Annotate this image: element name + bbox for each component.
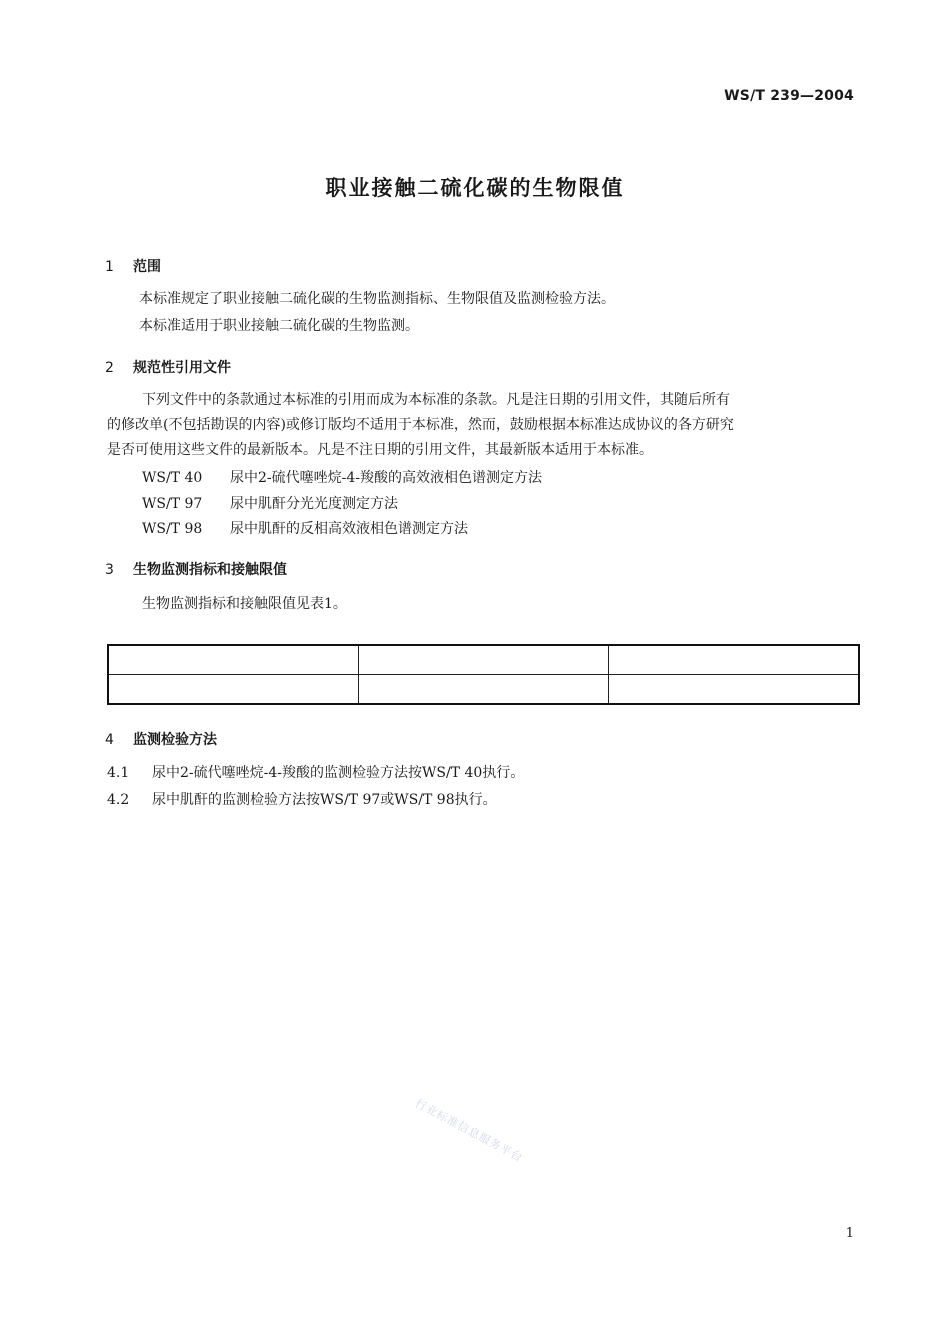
reference-item (142, 519, 468, 539)
section-title: 范围 (133, 259, 161, 275)
paragraph: 本标准适用于职业接触二硫化碳的生物监测。 (139, 318, 419, 334)
limits-table (107, 644, 860, 705)
section-title: 监测检验方法 (133, 732, 217, 748)
reference-code: WS/T 97 (142, 496, 203, 512)
reference-code: WS/T 40 (142, 470, 203, 486)
reference-title: 尿中2-硫代噻唑烷-4-羧酸的高效液相色谱测定方法 (230, 470, 543, 486)
paragraph-line: 的修改单(不包括勘误的内容)或修订版均不适用于本标准，然而，鼓励根据本标准达成协议的各方研究 (107, 417, 734, 433)
section-number: 4 (105, 732, 114, 748)
paragraph-line: 是否可使用这些文件的最新版本。凡是不注日期的引用文件，其最新版本适用于本标准。 (107, 442, 653, 458)
table-header-cell (609, 645, 860, 675)
document-title: 职业接触二硫化碳的生物限值 (325, 176, 625, 200)
section-2-heading (105, 357, 231, 377)
method-item (107, 790, 497, 810)
method-item (107, 763, 524, 783)
item-text: 尿中肌酐的监测检验方法按WS/T 97或WS/T 98执行。 (152, 792, 497, 808)
reference-title: 尿中肌酐的反相高效液相色谱测定方法 (230, 521, 468, 537)
section-number: 1 (105, 259, 114, 275)
section-3-heading (105, 559, 287, 579)
item-number: 4.2 (107, 792, 130, 808)
section-4-heading (105, 729, 217, 749)
standard-code: WS/T 239—2004 (724, 88, 854, 104)
section-title: 规范性引用文件 (133, 360, 231, 376)
section-number: 3 (105, 562, 114, 578)
section-number: 2 (105, 360, 114, 376)
reference-code: WS/T 98 (142, 521, 203, 537)
table-row (108, 675, 859, 705)
table-header-cell (108, 645, 359, 675)
section-1-heading (105, 256, 161, 276)
table-header-cell (359, 645, 609, 675)
watermark: 行业标准信息服务平台 (412, 1096, 526, 1165)
paragraph-line: 下列文件中的条款通过本标准的引用而成为本标准的条款。凡是注日期的引用文件，其随后所有 (142, 392, 730, 408)
item-number: 4.1 (107, 765, 130, 781)
page-number: 1 (845, 1226, 854, 1241)
paragraph: 本标准规定了职业接触二硫化碳的生物监测指标、生物限值及监测检验方法。 (139, 291, 615, 307)
table-header-row (108, 645, 859, 675)
paragraph: 生物监测指标和接触限值见表1。 (142, 596, 347, 612)
reference-item (142, 468, 542, 488)
table-cell (609, 675, 860, 705)
item-text: 尿中2-硫代噻唑烷-4-羧酸的监测检验方法按WS/T 40执行。 (152, 765, 525, 781)
section-title: 生物监测指标和接触限值 (133, 562, 287, 578)
table-cell (108, 675, 359, 705)
reference-title: 尿中肌酐分光光度测定方法 (230, 496, 398, 512)
table-cell (359, 675, 609, 705)
reference-item (142, 494, 398, 514)
